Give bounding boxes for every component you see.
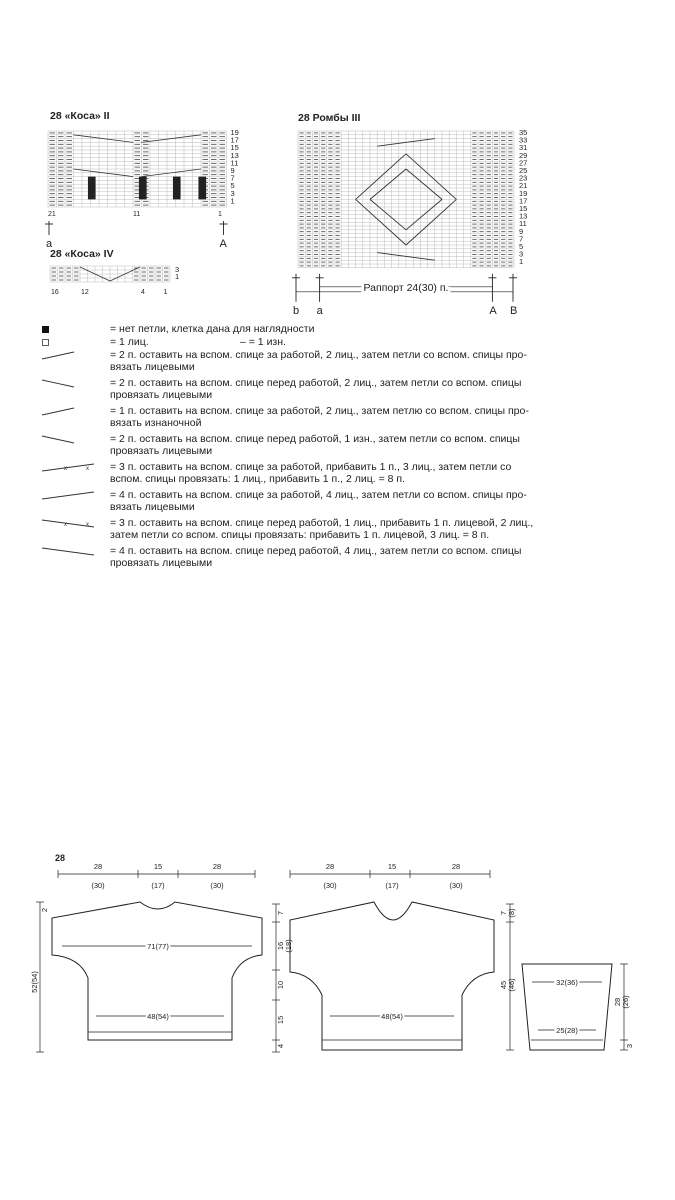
- row-number: 17: [230, 135, 239, 145]
- cross-right-2-2-icon: [40, 349, 100, 361]
- top-offset: [40, 908, 49, 912]
- sleeve-height-line: (26): [621, 995, 630, 1009]
- row-number: 11: [519, 219, 527, 229]
- front-outline: [290, 902, 494, 1050]
- no-stitch-cell: [173, 177, 181, 200]
- black-square-icon: [40, 323, 100, 335]
- chart-title-romby3: 28 Ромбы III: [298, 112, 361, 124]
- black-square-shape: [42, 326, 49, 333]
- top-width-alt: (30): [323, 881, 337, 890]
- repeat-label: Раппорт 24(30) п.: [363, 281, 449, 294]
- inc-mark: x: [86, 522, 89, 528]
- cable-line: [42, 492, 94, 499]
- left-height-seg: [276, 1016, 285, 1024]
- cross-right-1-2-icon: [40, 405, 100, 417]
- white-square-shape: [43, 340, 49, 346]
- legend-text: = 3 п. оставить на вспом. спице за работой, прибавить 1 п., 3 лиц., затем петли со вспом. спицы провязать: 1 лиц., прибавить 1 п., 2 лиц. = 8 п.: [110, 461, 512, 485]
- no-stitch-cell: [139, 177, 147, 200]
- inc-mark: x: [86, 466, 89, 472]
- row-number: 7: [519, 234, 524, 244]
- row-number: 9: [519, 226, 524, 236]
- sleeve-cuff-height: [625, 1044, 634, 1048]
- sleeve-height: [613, 995, 630, 1009]
- marker-label: A: [219, 238, 227, 250]
- left-height: [30, 971, 39, 993]
- left-height-seg: [276, 981, 285, 989]
- row-number: 17: [519, 196, 528, 206]
- right-height-seg-line: 7: [499, 910, 508, 916]
- left-height-seg-line: 4: [276, 1043, 285, 1049]
- no-stitch-cell: [198, 177, 206, 200]
- row-number: 19: [230, 128, 239, 137]
- row-number: 31: [519, 143, 528, 153]
- marker-label: a: [316, 304, 323, 317]
- left-height-line: 52(54): [30, 971, 39, 993]
- cable-line: [42, 352, 74, 359]
- sleeve-cuff-height-line: 3: [625, 1043, 634, 1049]
- cross-left-4-4-icon: [40, 545, 100, 557]
- cross-right-4-4-icon: [40, 489, 100, 501]
- left-height-seg-line: 7: [276, 910, 285, 916]
- top-width-alt: (17): [385, 881, 399, 890]
- row-number: 11: [230, 158, 239, 168]
- row-number: 25: [519, 166, 528, 175]
- right-height-seg: [499, 978, 516, 992]
- row-number: 21: [519, 181, 528, 191]
- legend-text: = 2 п. оставить на вспом. спице перед работой, 2 лиц., затем петли со вспом. спицы провязать лицевыми: [110, 377, 522, 401]
- right-height-seg-line: 45: [499, 980, 508, 990]
- bottom-number: 1: [218, 211, 222, 218]
- left-height-seg: [276, 911, 285, 915]
- no-stitch-cell: [88, 177, 96, 200]
- marker-label: A: [489, 304, 497, 317]
- legend-text: = нет петли, клетка дана для наглядности: [110, 323, 315, 335]
- row-number: 29: [519, 150, 528, 160]
- row-number: 27: [519, 158, 528, 168]
- marker-label: a: [46, 238, 53, 250]
- row-number: 3: [519, 249, 524, 259]
- inc-mark: x: [64, 522, 67, 528]
- top-width: 28: [451, 862, 461, 871]
- chart-title-kosa4: 28 «Коса» IV: [50, 248, 114, 260]
- inc-mark: x: [64, 466, 67, 472]
- cable-line: [42, 380, 74, 387]
- row-number: 15: [230, 143, 239, 153]
- cable-line: [42, 436, 74, 443]
- marker-label: b: [293, 304, 300, 317]
- row-number: 13: [230, 150, 239, 160]
- row-number: 3: [175, 265, 180, 274]
- row-number: 1: [230, 196, 235, 206]
- top-width-alt: (30): [91, 881, 105, 890]
- left-height-seg: [276, 1044, 285, 1048]
- bottom-number: 1: [163, 289, 168, 296]
- row-number: 5: [519, 242, 524, 251]
- row-number: 3: [230, 188, 235, 198]
- top-width-alt: (30): [449, 881, 463, 890]
- top-width: 28: [325, 862, 335, 871]
- schematic-title: 28: [55, 853, 66, 863]
- right-height-seg: [499, 908, 516, 918]
- sleeve-outline: [522, 964, 612, 1050]
- left-height-seg-line: 15: [276, 1015, 285, 1025]
- garment-schematic: [0, 860, 675, 1070]
- legend-extra-text: – = 1 изн.: [240, 336, 286, 348]
- legend-text: = 4 п. оставить на вспом. спице перед работой, 4 лиц., затем петли со вспом. спицы провязать лицевыми: [110, 545, 522, 569]
- chart-romby3-grid: [290, 128, 560, 318]
- cross-left-2-2-icon: [40, 377, 100, 389]
- right-height-seg-line: (8): [507, 908, 516, 918]
- row-number: 1: [175, 272, 180, 281]
- row-number: 1: [519, 257, 524, 267]
- chart-kosa4-grid: [40, 264, 200, 304]
- hem-width: 48(54): [381, 1012, 403, 1021]
- chart-kosa2-grid: [40, 128, 270, 248]
- row-number: 33: [519, 135, 528, 145]
- sleeve-top-width: 32(36): [556, 978, 578, 987]
- bottom-number: 16: [51, 289, 59, 296]
- legend-text: = 1 п. оставить на вспом. спице за работой, 2 лиц., затем петлю со вспом. спицы про- вязать изнаночной: [110, 405, 529, 429]
- hem-width: 48(54): [147, 1012, 169, 1021]
- top-width: 28: [93, 862, 103, 871]
- cable-line: [42, 548, 94, 555]
- legend-text: = 2 п. оставить на вспом. спице за работой, 2 лиц., затем петли со вспом. спицы про- вязать лицевыми: [110, 349, 527, 373]
- sleeve-bottom-width: 25(28): [556, 1026, 578, 1035]
- marker-label: B: [510, 304, 518, 317]
- cross-left-3-inc-icon: [40, 517, 100, 529]
- bottom-number: 12: [81, 289, 89, 296]
- legend-text: = 4 п. оставить на вспом. спице за работой, 4 лиц., затем петли со вспом. спицы про- вязать лицевыми: [110, 489, 527, 513]
- row-number: 13: [519, 211, 528, 221]
- cable-line: [42, 408, 74, 415]
- bottom-number: 4: [141, 289, 145, 296]
- left-height-seg: [276, 939, 293, 953]
- legend-text: = 1 лиц.: [110, 336, 149, 348]
- top-width: 15: [153, 862, 163, 871]
- top-width: 28: [212, 862, 222, 871]
- cross-right-3-inc-icon: [40, 461, 100, 473]
- sleeve-height-line: 28: [613, 997, 622, 1007]
- chest-width: 71(77): [147, 942, 169, 951]
- row-number: 15: [519, 204, 528, 213]
- right-height-seg-line: (46): [507, 978, 516, 992]
- row-number: 7: [230, 173, 235, 183]
- left-height-seg-line: 10: [276, 980, 285, 990]
- left-height-seg-line: (18): [284, 939, 293, 953]
- white-square-icon: [40, 336, 100, 348]
- top-width-alt: (17): [151, 881, 165, 890]
- row-number: 5: [230, 181, 235, 191]
- top-width: 15: [387, 862, 397, 871]
- bottom-number: 11: [133, 211, 141, 218]
- top-offset-line: 2: [40, 907, 49, 913]
- cross-left-2-1-icon: [40, 433, 100, 445]
- row-number: 19: [519, 188, 528, 198]
- row-number: 35: [519, 128, 528, 137]
- row-number: 23: [519, 173, 528, 183]
- chart-title-kosa2: 28 «Коса» II: [50, 110, 110, 122]
- left-height-seg-line: 16: [276, 941, 285, 951]
- top-width-alt: (30): [210, 881, 224, 890]
- legend-text: = 3 п. оставить на вспом. спице перед работой, 1 лиц., прибавить 1 п. лицевой, 2 лиц., затем петли со вспом. спицы провязать: прибавить 1 п. лицевой, 3 лиц. = 8 п.: [110, 517, 534, 541]
- legend-text: = 2 п. оставить на вспом. спице перед работой, 1 изн., затем петли со вспом. спицы провязать лицевыми: [110, 433, 520, 457]
- row-number: 9: [230, 166, 235, 175]
- bottom-number: 21: [48, 211, 56, 218]
